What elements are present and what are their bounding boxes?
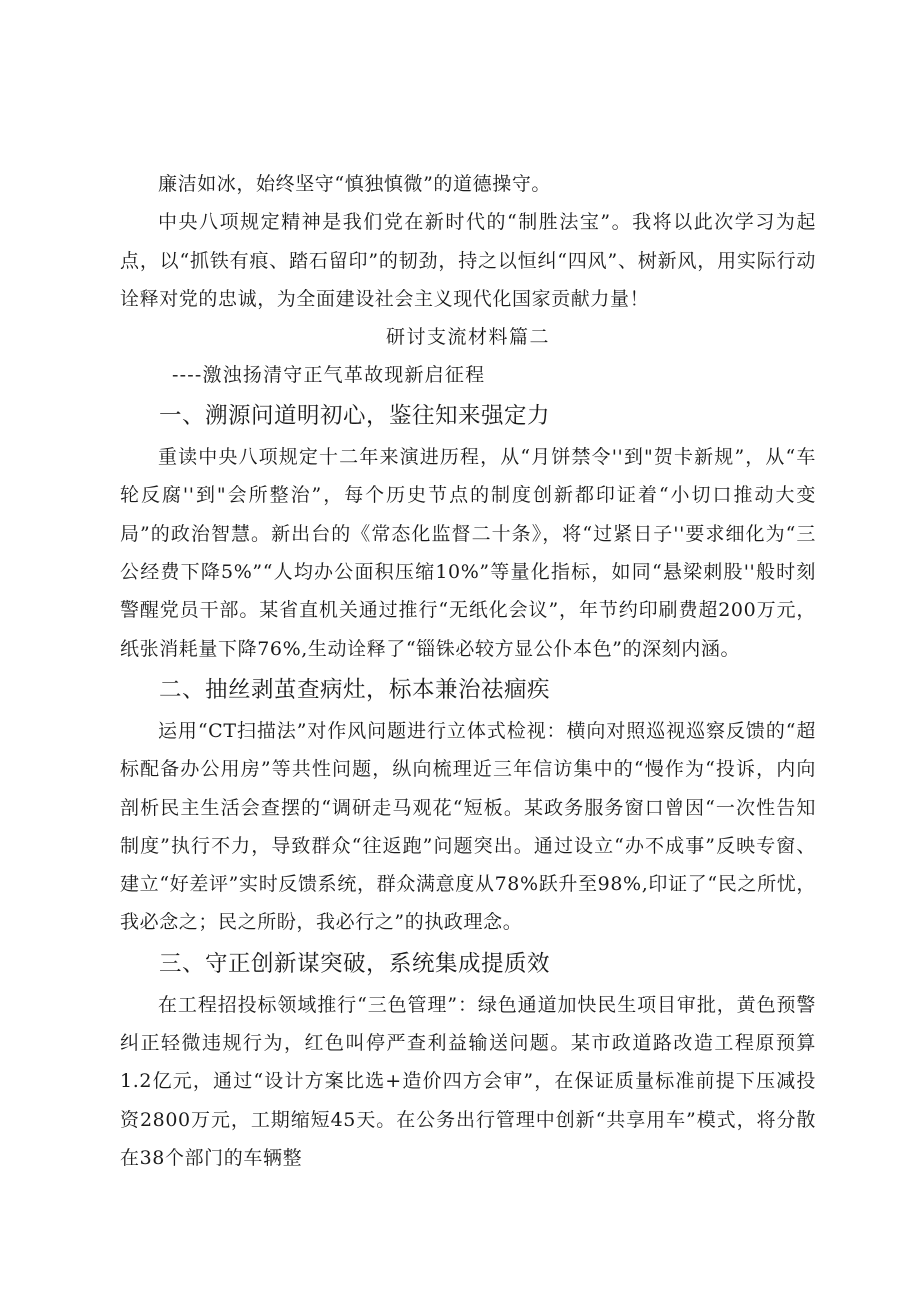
section-subtitle: ----激浊扬清守正气革故现新启征程 (172, 364, 486, 387)
heading-section-2: 二、抽丝剥茧查病灶，标本兼治祛痼疾 (159, 676, 551, 703)
paragraph-conclusion: 中央八项规定精神是我们党在新时代的“制胜法宝”。我将以此次学习为起点，以“抓铁有痕、踏石留印”的韧劲，持之以恒纠“四风”、树新风，用实际行动诠释对党的忠诚，为全面建设社会主义现代化国家贡献力量！ (120, 211, 816, 310)
paragraph-section-2: 运用“CT扫描法”对作风问题进行立体式检视：横向对照巡视巡察反馈的“超标配备办公用房”等共性问题，纵向梳理近三年信访集中的“慢作为“投诉，内向剖析民主生活会查摆的“调研走马观花“短板。某政务服务窗口曾因“一次性告知制度”执行不力，导致群众“往返跑”问题突出。通过设立“办不成事”反映专窗、建立“好差评”实时反馈系统，群众满意度从78%跃升至98%,印证了“民之所忧，我必念之；民之所盼，我必行之”的执政理念。 (120, 719, 816, 934)
paragraph-section-3: 在工程招投标领域推行“三色管理”：绿色通道加快民生项目审批，黄色预警纠正轻微违规行为，红色叫停严查利益输送问题。某市政道路改造工程原预算1.2亿元，通过“设计方案比选+造价四方会审”，在保证质量标准前提下压减投资2800万元，工期缩短45天。在公务出行管理中创新“共享用车”模式，将分散在38个部门的车辆整 (120, 993, 816, 1169)
heading-section-1: 一、溯源问道明初心，鉴往知来强定力 (159, 403, 551, 430)
document-body (120, 165, 816, 1177)
paragraph-section-1: 重读中央八项规定十二年来演进历程，从“月饼禁令''到"贺卡新规”，从“车轮反腐''到"会所整治”，每个历史节点的制度创新都印证着“小切口推动大变局”的政治智慧。新出台的《常态化监督二十条》，将“过紧日子''要求细化为“三公经费下降5%”“人均办公面积压缩10%”等量化指标，如同“悬梁刺股''般时刻警醒党员干部。某省直机关通过推行“无纸化会议”，年节约印刷费超200万元，纸张消耗量下降76%,生动诠释了“锱铢必较方显公仆本色”的深刻内涵。 (120, 446, 816, 660)
paragraph-closing-line: 廉洁如冰，始终坚守“慎独慎微”的道德操守。 (158, 173, 552, 195)
heading-section-3: 三、守正创新谋突破，系统集成提质效 (159, 950, 551, 977)
section-title: 研讨支流材料篇二 (385, 326, 550, 349)
